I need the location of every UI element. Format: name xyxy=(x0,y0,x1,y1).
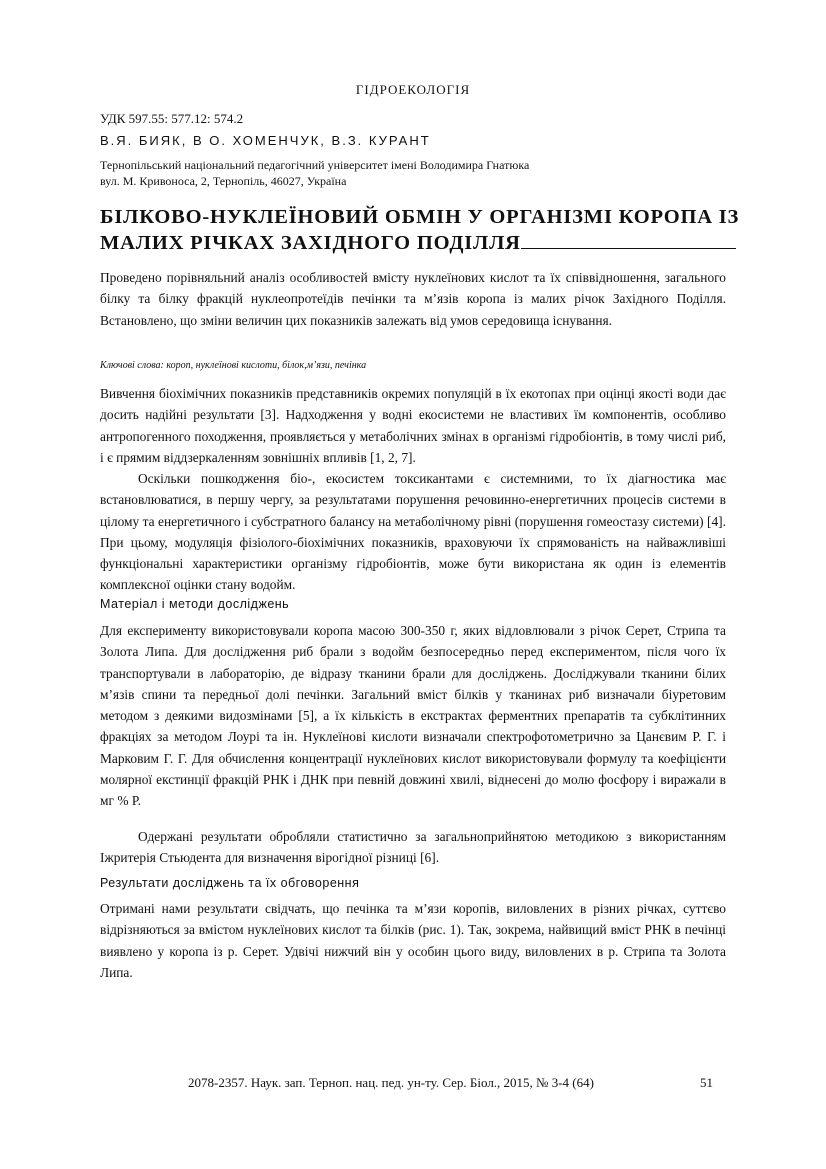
affiliation-address: вул. М. Кривоноса, 2, Тернопіль, 46027, Україна xyxy=(100,174,347,188)
affiliation-institution: Тернопільський національний педагогічний університет імені Володимира Гнатюка xyxy=(100,158,530,172)
results-heading: Результати досліджень та їх обговорення xyxy=(100,876,360,890)
authors: В.Я. БИЯК, В О. ХОМЕНЧУК, В.З. КУРАНТ xyxy=(100,133,431,148)
title-underline xyxy=(521,230,736,249)
methods-paragraph-1: Для експерименту використовували коропа масою 300-350 г, яких відловлювали з річок Серет, Стрипа та Золота Липа. Для дослідження риб брали з водойм безпосередньо перед експериментом, після чого їх транспортували в лабораторію, де відразу тканини брали для досліджень. Досліджували тканини білих м’язів спини та передньої долі печінки. Загальний вміст білків у тканинах риб визначали біуретовим методом з деякими видозмінами [5], а їх кількість в екстрактах ферментних препаратів та субклітинних фракціях за методом Лоурі та ін. Нуклеїнові кислоти визначали спектрофотометрично за Цанєвим Р. Г. і Марковим Г. Г. Для обчислення концентрації нуклеїнових кислот використовували формулу та коефіцієнти молярної екстинції фракцій РНК і ДНК при певній довжині хвилі, віднесені до молю фосфору і виражали в мг % Р. xyxy=(100,623,726,809)
methods-heading: Матеріал і методи досліджень xyxy=(100,597,290,611)
intro-paragraph-1: Вивчення біохімічних показників представників окремих популяцій в їх екотопах при оцінці якості води дає досить надійні результати [3]. Надходження у водні екосистеми не властивих їм компонентів, особливо антропогенного походження, проявляється у метаболічних змінах в організмі гідробіонтів, в тому числі риб, і є прямим віддзеркаленням зовнішніх впливів [1, 2, 7]. xyxy=(100,386,726,465)
affiliation xyxy=(100,157,529,189)
udk-code: УДК 597.55: 577.12: 574.2 xyxy=(100,111,244,126)
methods-paragraph-2: Одержані результати обробляли статистично за загальноприйнятою методикою з використанням Іжритерія Стьюдента для визначення вірогідної різниці [6]. xyxy=(100,829,726,866)
article-title xyxy=(100,205,740,256)
journal-citation: 2078-2357. Наук. зап. Терноп. нац. пед. ун-ту. Сер. Біол., 2015, № 3-4 (64) xyxy=(188,1075,594,1090)
article-title-text: БІЛКОВО-НУКЛЕЇНОВИЙ ОБМІН У ОРГАНІЗМІ КОРОПА ІЗ МАЛИХ РІЧКАХ ЗАХІДНОГО ПОДІЛЛЯ xyxy=(100,206,740,254)
page-number: 51 xyxy=(700,1075,713,1090)
intro-paragraph-2: Оскільки пошкодження біо-, екосистем токсикантами є системними, то їх діагностика має встановлюватися, в першу чергу, за результатами порушення речовинно-енергетичних процесів системи в цілому та енергетичного і субстратного балансу на метаболічному рівні (порушення гомеостазу системи) [4]. При цьому, модуляція фізіолого-біохімічних показників, враховуючи їх спрямованість на найважливіші функціональні характеристики організму гідробіонтів, може бути використана як один із елементів комплексної оцінки стану водойм. xyxy=(100,471,726,593)
results-paragraph-1: Отримані нами результати свідчать, що печінка та м’язи коропів, виловлених в різних річках, суттєво відрізняються за вмістом нуклеїнових кислот та білків (рис. 1). Так, зокрема, найвищий вміст РНК в печінці виявлено у коропа із р. Серет. Удвічі нижчий він у особин цього виду, виловлених в р. Стрипа та Золота Липа. xyxy=(100,901,726,980)
keywords: Ключові слова: короп, нуклеїнові кислоти, білок,м’язи, печінка xyxy=(100,360,367,371)
section-heading: ГІДРОЕКОЛОГІЯ xyxy=(355,82,471,97)
abstract: Проведено порівняльний аналіз особливостей вмісту нуклеїнових кислот та їх співвідношення, загального білку та білку фракцій нуклеопротеїдів печінки та м’язів коропа із малих річок Західного Поділля. Встановлено, що зміни величин цих показників залежать від умов середовища існування. xyxy=(100,270,726,328)
